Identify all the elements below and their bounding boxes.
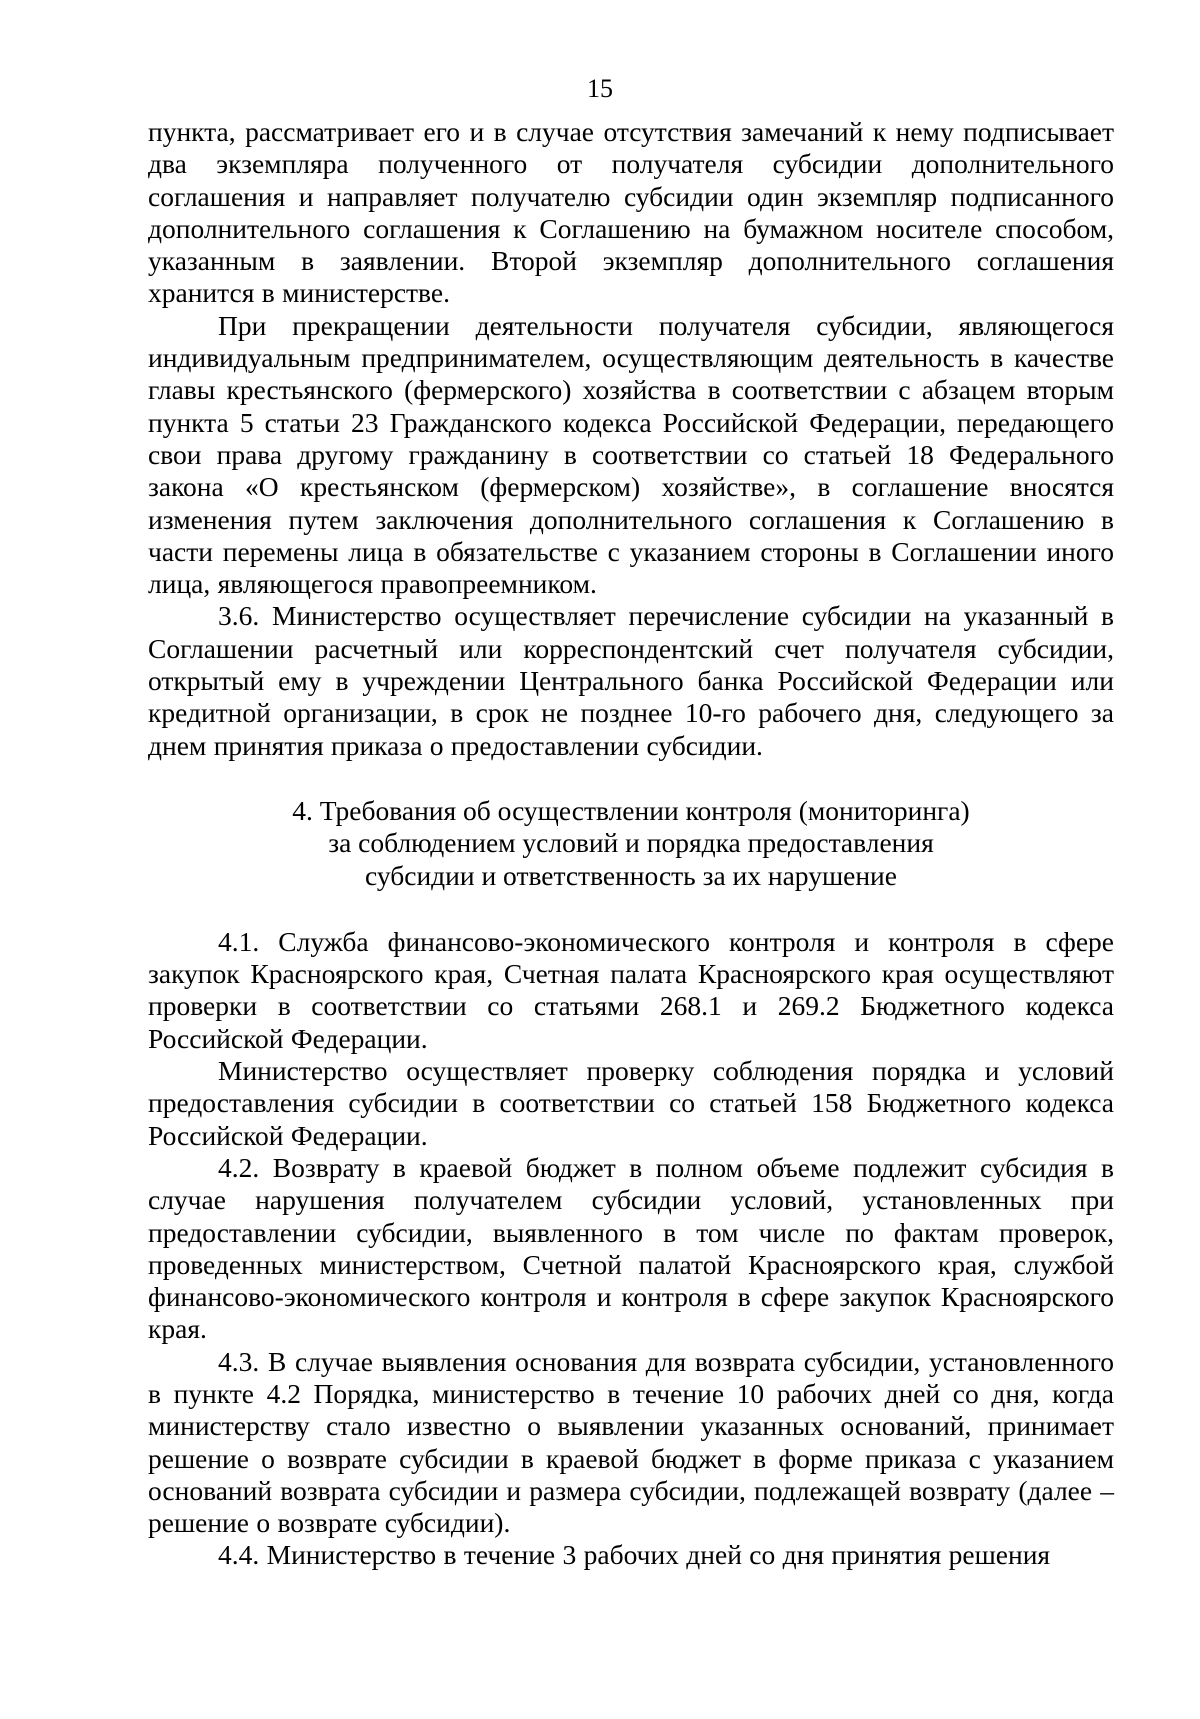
paragraph-termination-of-activity: При прекращении деятельности получателя субсидии, являющегося индивидуальным предпринимателем, осуществляющим деятельность в качестве главы крестьянского (фермерского) хозяйства в соответствии с абзацем вторым пункта 5 статьи 23 Гражданского кодекса Российской Федерации, передающего свои права другому гражданину в соответствии со статьей 18 Федерального закона «О крестьянском (фермерском) хозяйстве», в соглашение вносятся изменения путем заключения дополнительного соглашения к Соглашению в части перемены лица в обязательстве с указанием стороны в Соглашении иного лица, являющегося правопреемником.	[148, 309, 1114, 600]
paragraph-3-6: 3.6. Министерство осуществляет перечисление субсидии на указанный в Соглашении расчетный или корреспондентский счет получателя субсидии, открытый ему в учреждении Центрального банка Российской Федерации или кредитной организации, в срок не позднее 10-го рабочего дня, следующего за днем принятия приказа о предоставлении субсидии.	[148, 600, 1114, 761]
page-number: 15	[587, 74, 613, 103]
document-body	[148, 116, 1114, 1572]
paragraph-ministry-check: Министерство осуществляет проверку соблюдения порядка и условий предоставления субсидии в соответствии со статьей 158 Бюджетного кодекса Российской Федерации.	[148, 1055, 1114, 1151]
paragraph-4-4: 4.4. Министерство в течение 3 рабочих дней со дня принятия решения	[218, 1539, 1051, 1571]
section-heading-4	[148, 795, 1114, 892]
paragraph-4-2: 4.2. Возврату в краевой бюджет в полном объеме подлежит субсидия в случае нарушения получателем субсидии условий, установленных при предоставлении субсидии, выявленного в том числе по фактам проверок, проведенных министерством, Счетной палатой Красноярского края, службой финансово-экономического контроля и контроля в сфере закупок Красноярского края.	[148, 1151, 1114, 1345]
section-heading-line-3: субсидии и ответственность за их нарушение	[365, 859, 897, 891]
paragraph-4-3: 4.3. В случае выявления основания для возврата субсидии, установленного в пункте 4.2 Порядка, министерство в течение 10 рабочих дней со дня, когда министерству стало известно о выявлении указанных оснований, принимает решение о возврате субсидии в краевой бюджет в форме приказа с указанием оснований возврата субсидии и размера субсидии, подлежащей возврату (далее – решение о возврате субсидии).	[148, 1345, 1114, 1539]
paragraph-continuation: пункта, рассматривает его и в случае отсутствия замечаний к нему подписывает два экземпляра полученного от получателя субсидии дополнительного соглашения и направляет получателю субсидии один экземпляр подписанного дополнительного соглашения к Соглашению на бумажном носителе способом, указанным в заявлении. Второй экземпляр дополнительного соглашения хранится в министерстве.	[148, 116, 1114, 309]
paragraph-4-1: 4.1. Служба финансово-экономического контроля и контроля в сфере закупок Красноярского края, Счетная палата Красноярского края осуществляют проверки в соответствии со статьями 268.1 и 269.2 Бюджетного кодекса Российской Федерации.	[148, 925, 1114, 1054]
section-heading-line-2: за соблюдением условий и порядка предоставления	[328, 827, 934, 859]
section-heading-line-1: 4. Требования об осуществлении контроля (мониторинга)	[292, 794, 970, 826]
